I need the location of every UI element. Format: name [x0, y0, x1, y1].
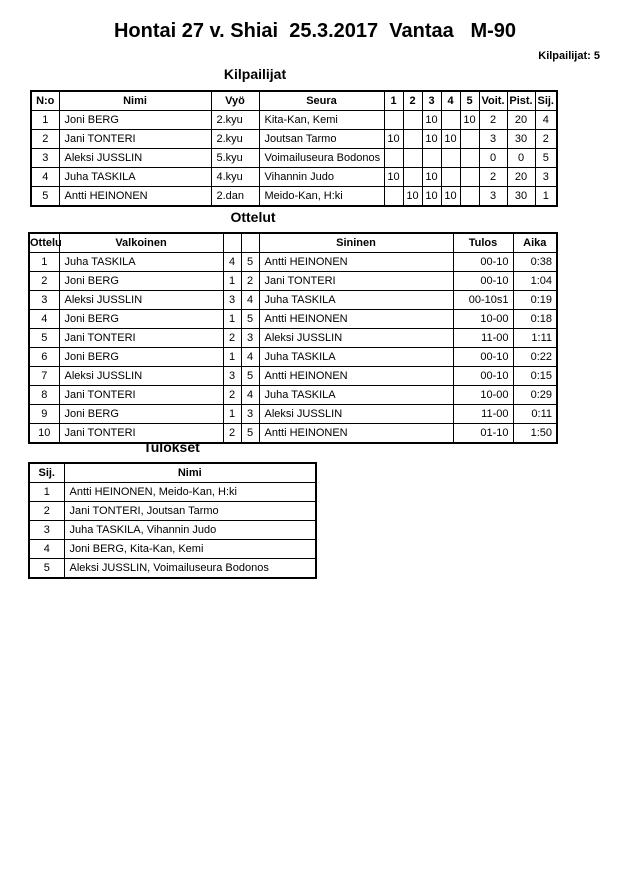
- score-vs-2: [403, 149, 422, 168]
- score-vs-4: [441, 149, 460, 168]
- table-row: [29, 310, 557, 329]
- competitor-no: 2: [31, 130, 59, 149]
- competitor-count-label: Kilpailijat: 5: [538, 50, 600, 62]
- score-vs-5: [460, 187, 479, 207]
- col-header-wins: Voit.: [479, 91, 507, 111]
- match-no: 2: [29, 272, 59, 291]
- score-vs-1: 10: [384, 130, 403, 149]
- match-white-no: 1: [223, 310, 241, 329]
- match-blue-name: Jani TONTERI: [259, 272, 453, 291]
- table-row: [29, 367, 557, 386]
- score-vs-3: 10: [422, 187, 441, 207]
- result-name: Aleksi JUSSLIN, Voimailuseura Bodonos: [64, 559, 316, 579]
- competitor-wins: 2: [479, 168, 507, 187]
- col-header-white: Valkoinen: [59, 233, 223, 253]
- competitor-club: Vihannin Judo: [259, 168, 384, 187]
- match-white-name: Joni BERG: [59, 272, 223, 291]
- competitor-wins: 0: [479, 149, 507, 168]
- score-vs-3: 10: [422, 111, 441, 130]
- results-table: [28, 462, 317, 579]
- match-blue-no: 3: [241, 329, 259, 348]
- score-vs-1: [384, 111, 403, 130]
- competitor-club: Kita-Kan, Kemi: [259, 111, 384, 130]
- match-time: 0:19: [513, 291, 557, 310]
- competitor-belt: 2.kyu: [211, 130, 259, 149]
- score-vs-4: [441, 168, 460, 187]
- competitor-wins: 3: [479, 130, 507, 149]
- result-name: Joni BERG, Kita-Kan, Kemi: [64, 540, 316, 559]
- competitor-belt: 4.kyu: [211, 168, 259, 187]
- competitors-table: [30, 90, 558, 207]
- col-header-match-no: Ottelu: [29, 233, 59, 253]
- match-result: 11-00: [453, 405, 513, 424]
- col-header-blue: Sininen: [259, 233, 453, 253]
- match-white-name: Juha TASKILA: [59, 253, 223, 272]
- score-vs-4: 10: [441, 130, 460, 149]
- match-blue-name: Aleksi JUSSLIN: [259, 329, 453, 348]
- section-heading-matches: Ottelut: [230, 209, 276, 225]
- competitor-belt: 2.kyu: [211, 111, 259, 130]
- section-heading-results: Tulokset: [143, 439, 200, 455]
- match-no: 1: [29, 253, 59, 272]
- col-header-time: Aika: [513, 233, 557, 253]
- match-white-no: 1: [223, 348, 241, 367]
- match-blue-name: Antti HEINONEN: [259, 424, 453, 444]
- match-white-no: 1: [223, 272, 241, 291]
- col-header-name: Nimi: [59, 91, 211, 111]
- col-header-opp3: 3: [422, 91, 441, 111]
- competitor-place: 2: [535, 130, 557, 149]
- match-white-no: 1: [223, 405, 241, 424]
- col-header-name: Nimi: [64, 463, 316, 483]
- score-vs-5: [460, 168, 479, 187]
- match-time: 0:15: [513, 367, 557, 386]
- page-title: Hontai 27 v. Shiai 25.3.2017 Vantaa M-90: [113, 20, 517, 42]
- score-vs-1: [384, 187, 403, 207]
- score-vs-1: [384, 149, 403, 168]
- table-row: [29, 329, 557, 348]
- header-row: [29, 233, 557, 253]
- table-row: [29, 521, 316, 540]
- competitor-name: Jani TONTERI: [59, 130, 211, 149]
- match-blue-name: Antti HEINONEN: [259, 367, 453, 386]
- table-row: [29, 540, 316, 559]
- table-row: [29, 386, 557, 405]
- col-header-no: N:o: [31, 91, 59, 111]
- table-row: [29, 272, 557, 291]
- match-blue-no: 5: [241, 253, 259, 272]
- competitor-club: Joutsan Tarmo: [259, 130, 384, 149]
- col-header-belt: Vyö: [211, 91, 259, 111]
- match-blue-no: 3: [241, 405, 259, 424]
- competitor-belt: 2.dan: [211, 187, 259, 207]
- table-row: [31, 130, 557, 149]
- competitor-points: 20: [507, 111, 535, 130]
- competitor-place: 5: [535, 149, 557, 168]
- table-row: [29, 348, 557, 367]
- match-blue-no: 5: [241, 310, 259, 329]
- table-row: [31, 187, 557, 207]
- score-vs-2: [403, 111, 422, 130]
- match-time: 0:11: [513, 405, 557, 424]
- score-vs-5: [460, 149, 479, 168]
- match-white-name: Joni BERG: [59, 348, 223, 367]
- match-blue-name: Antti HEINONEN: [259, 310, 453, 329]
- match-result: 00-10: [453, 367, 513, 386]
- match-blue-no: 4: [241, 291, 259, 310]
- result-place: 4: [29, 540, 64, 559]
- result-name: Antti HEINONEN, Meido-Kan, H:ki: [64, 483, 316, 502]
- match-blue-name: Antti HEINONEN: [259, 253, 453, 272]
- match-white-name: Joni BERG: [59, 310, 223, 329]
- match-no: 5: [29, 329, 59, 348]
- header-row: [29, 463, 316, 483]
- score-vs-4: 10: [441, 187, 460, 207]
- match-result: 10-00: [453, 310, 513, 329]
- col-header-points: Pist.: [507, 91, 535, 111]
- match-white-name: Jani TONTERI: [59, 386, 223, 405]
- match-time: 0:29: [513, 386, 557, 405]
- match-time: 0:38: [513, 253, 557, 272]
- score-vs-2: 10: [403, 187, 422, 207]
- competitor-points: 0: [507, 149, 535, 168]
- table-row: [31, 149, 557, 168]
- col-header-place: Sij.: [29, 463, 64, 483]
- col-header-white-no: [223, 233, 241, 253]
- match-result: 00-10: [453, 348, 513, 367]
- match-white-name: Jani TONTERI: [59, 329, 223, 348]
- score-vs-3: 10: [422, 130, 441, 149]
- match-white-no: 2: [223, 386, 241, 405]
- match-blue-no: 2: [241, 272, 259, 291]
- match-white-name: Jani TONTERI: [59, 424, 223, 444]
- result-name: Juha TASKILA, Vihannin Judo: [64, 521, 316, 540]
- score-vs-4: [441, 111, 460, 130]
- col-header-place: Sij.: [535, 91, 557, 111]
- competitor-no: 4: [31, 168, 59, 187]
- competitor-place: 1: [535, 187, 557, 207]
- match-no: 4: [29, 310, 59, 329]
- match-blue-no: 4: [241, 348, 259, 367]
- competitor-club: Meido-Kan, H:ki: [259, 187, 384, 207]
- matches-table: [28, 232, 558, 444]
- result-place: 3: [29, 521, 64, 540]
- match-white-no: 4: [223, 253, 241, 272]
- competitor-no: 5: [31, 187, 59, 207]
- header-row: [31, 91, 557, 111]
- competitor-points: 30: [507, 187, 535, 207]
- match-blue-name: Juha TASKILA: [259, 348, 453, 367]
- competitor-place: 4: [535, 111, 557, 130]
- match-time: 0:22: [513, 348, 557, 367]
- table-row: [29, 253, 557, 272]
- match-blue-name: Aleksi JUSSLIN: [259, 405, 453, 424]
- competitor-no: 1: [31, 111, 59, 130]
- col-header-blue-no: [241, 233, 259, 253]
- match-blue-no: 5: [241, 367, 259, 386]
- score-vs-3: 10: [422, 168, 441, 187]
- match-no: 7: [29, 367, 59, 386]
- competitor-name: Antti HEINONEN: [59, 187, 211, 207]
- match-white-no: 2: [223, 424, 241, 444]
- col-header-opp4: 4: [441, 91, 460, 111]
- match-no: 6: [29, 348, 59, 367]
- competitor-name: Aleksi JUSSLIN: [59, 149, 211, 168]
- competitor-club: Voimailuseura Bodonos: [259, 149, 384, 168]
- col-header-opp5: 5: [460, 91, 479, 111]
- match-result: 01-10: [453, 424, 513, 444]
- table-row: [29, 483, 316, 502]
- match-blue-name: Juha TASKILA: [259, 291, 453, 310]
- competitor-name: Juha TASKILA: [59, 168, 211, 187]
- result-place: 2: [29, 502, 64, 521]
- competitor-name: Joni BERG: [59, 111, 211, 130]
- match-no: 3: [29, 291, 59, 310]
- table-row: [31, 168, 557, 187]
- match-white-name: Aleksi JUSSLIN: [59, 367, 223, 386]
- score-vs-1: 10: [384, 168, 403, 187]
- table-row: [29, 559, 316, 579]
- table-row: [29, 291, 557, 310]
- competitor-belt: 5.kyu: [211, 149, 259, 168]
- competitor-place: 3: [535, 168, 557, 187]
- match-time: 1:50: [513, 424, 557, 444]
- table-row: [31, 111, 557, 130]
- match-time: 0:18: [513, 310, 557, 329]
- score-vs-2: [403, 130, 422, 149]
- competitor-points: 30: [507, 130, 535, 149]
- match-blue-no: 5: [241, 424, 259, 444]
- result-place: 5: [29, 559, 64, 579]
- score-vs-5: [460, 130, 479, 149]
- col-header-opp1: 1: [384, 91, 403, 111]
- competitor-wins: 2: [479, 111, 507, 130]
- match-time: 1:11: [513, 329, 557, 348]
- match-blue-name: Juha TASKILA: [259, 386, 453, 405]
- score-vs-3: [422, 149, 441, 168]
- match-no: 9: [29, 405, 59, 424]
- result-place: 1: [29, 483, 64, 502]
- match-white-no: 3: [223, 367, 241, 386]
- match-blue-no: 4: [241, 386, 259, 405]
- match-result: 00-10: [453, 253, 513, 272]
- col-header-result: Tulos: [453, 233, 513, 253]
- match-no: 10: [29, 424, 59, 444]
- section-heading-competitors: Kilpailijat: [223, 66, 287, 82]
- table-row: [29, 405, 557, 424]
- table-row: [29, 502, 316, 521]
- score-vs-2: [403, 168, 422, 187]
- match-no: 8: [29, 386, 59, 405]
- result-name: Jani TONTERI, Joutsan Tarmo: [64, 502, 316, 521]
- match-white-no: 2: [223, 329, 241, 348]
- competitor-points: 20: [507, 168, 535, 187]
- competitor-no: 3: [31, 149, 59, 168]
- match-white-name: Joni BERG: [59, 405, 223, 424]
- score-vs-5: 10: [460, 111, 479, 130]
- match-white-no: 3: [223, 291, 241, 310]
- match-white-name: Aleksi JUSSLIN: [59, 291, 223, 310]
- col-header-club: Seura: [259, 91, 384, 111]
- match-result: 00-10s1: [453, 291, 513, 310]
- col-header-opp2: 2: [403, 91, 422, 111]
- match-result: 10-00: [453, 386, 513, 405]
- match-result: 00-10: [453, 272, 513, 291]
- competitor-wins: 3: [479, 187, 507, 207]
- match-result: 11-00: [453, 329, 513, 348]
- match-time: 1:04: [513, 272, 557, 291]
